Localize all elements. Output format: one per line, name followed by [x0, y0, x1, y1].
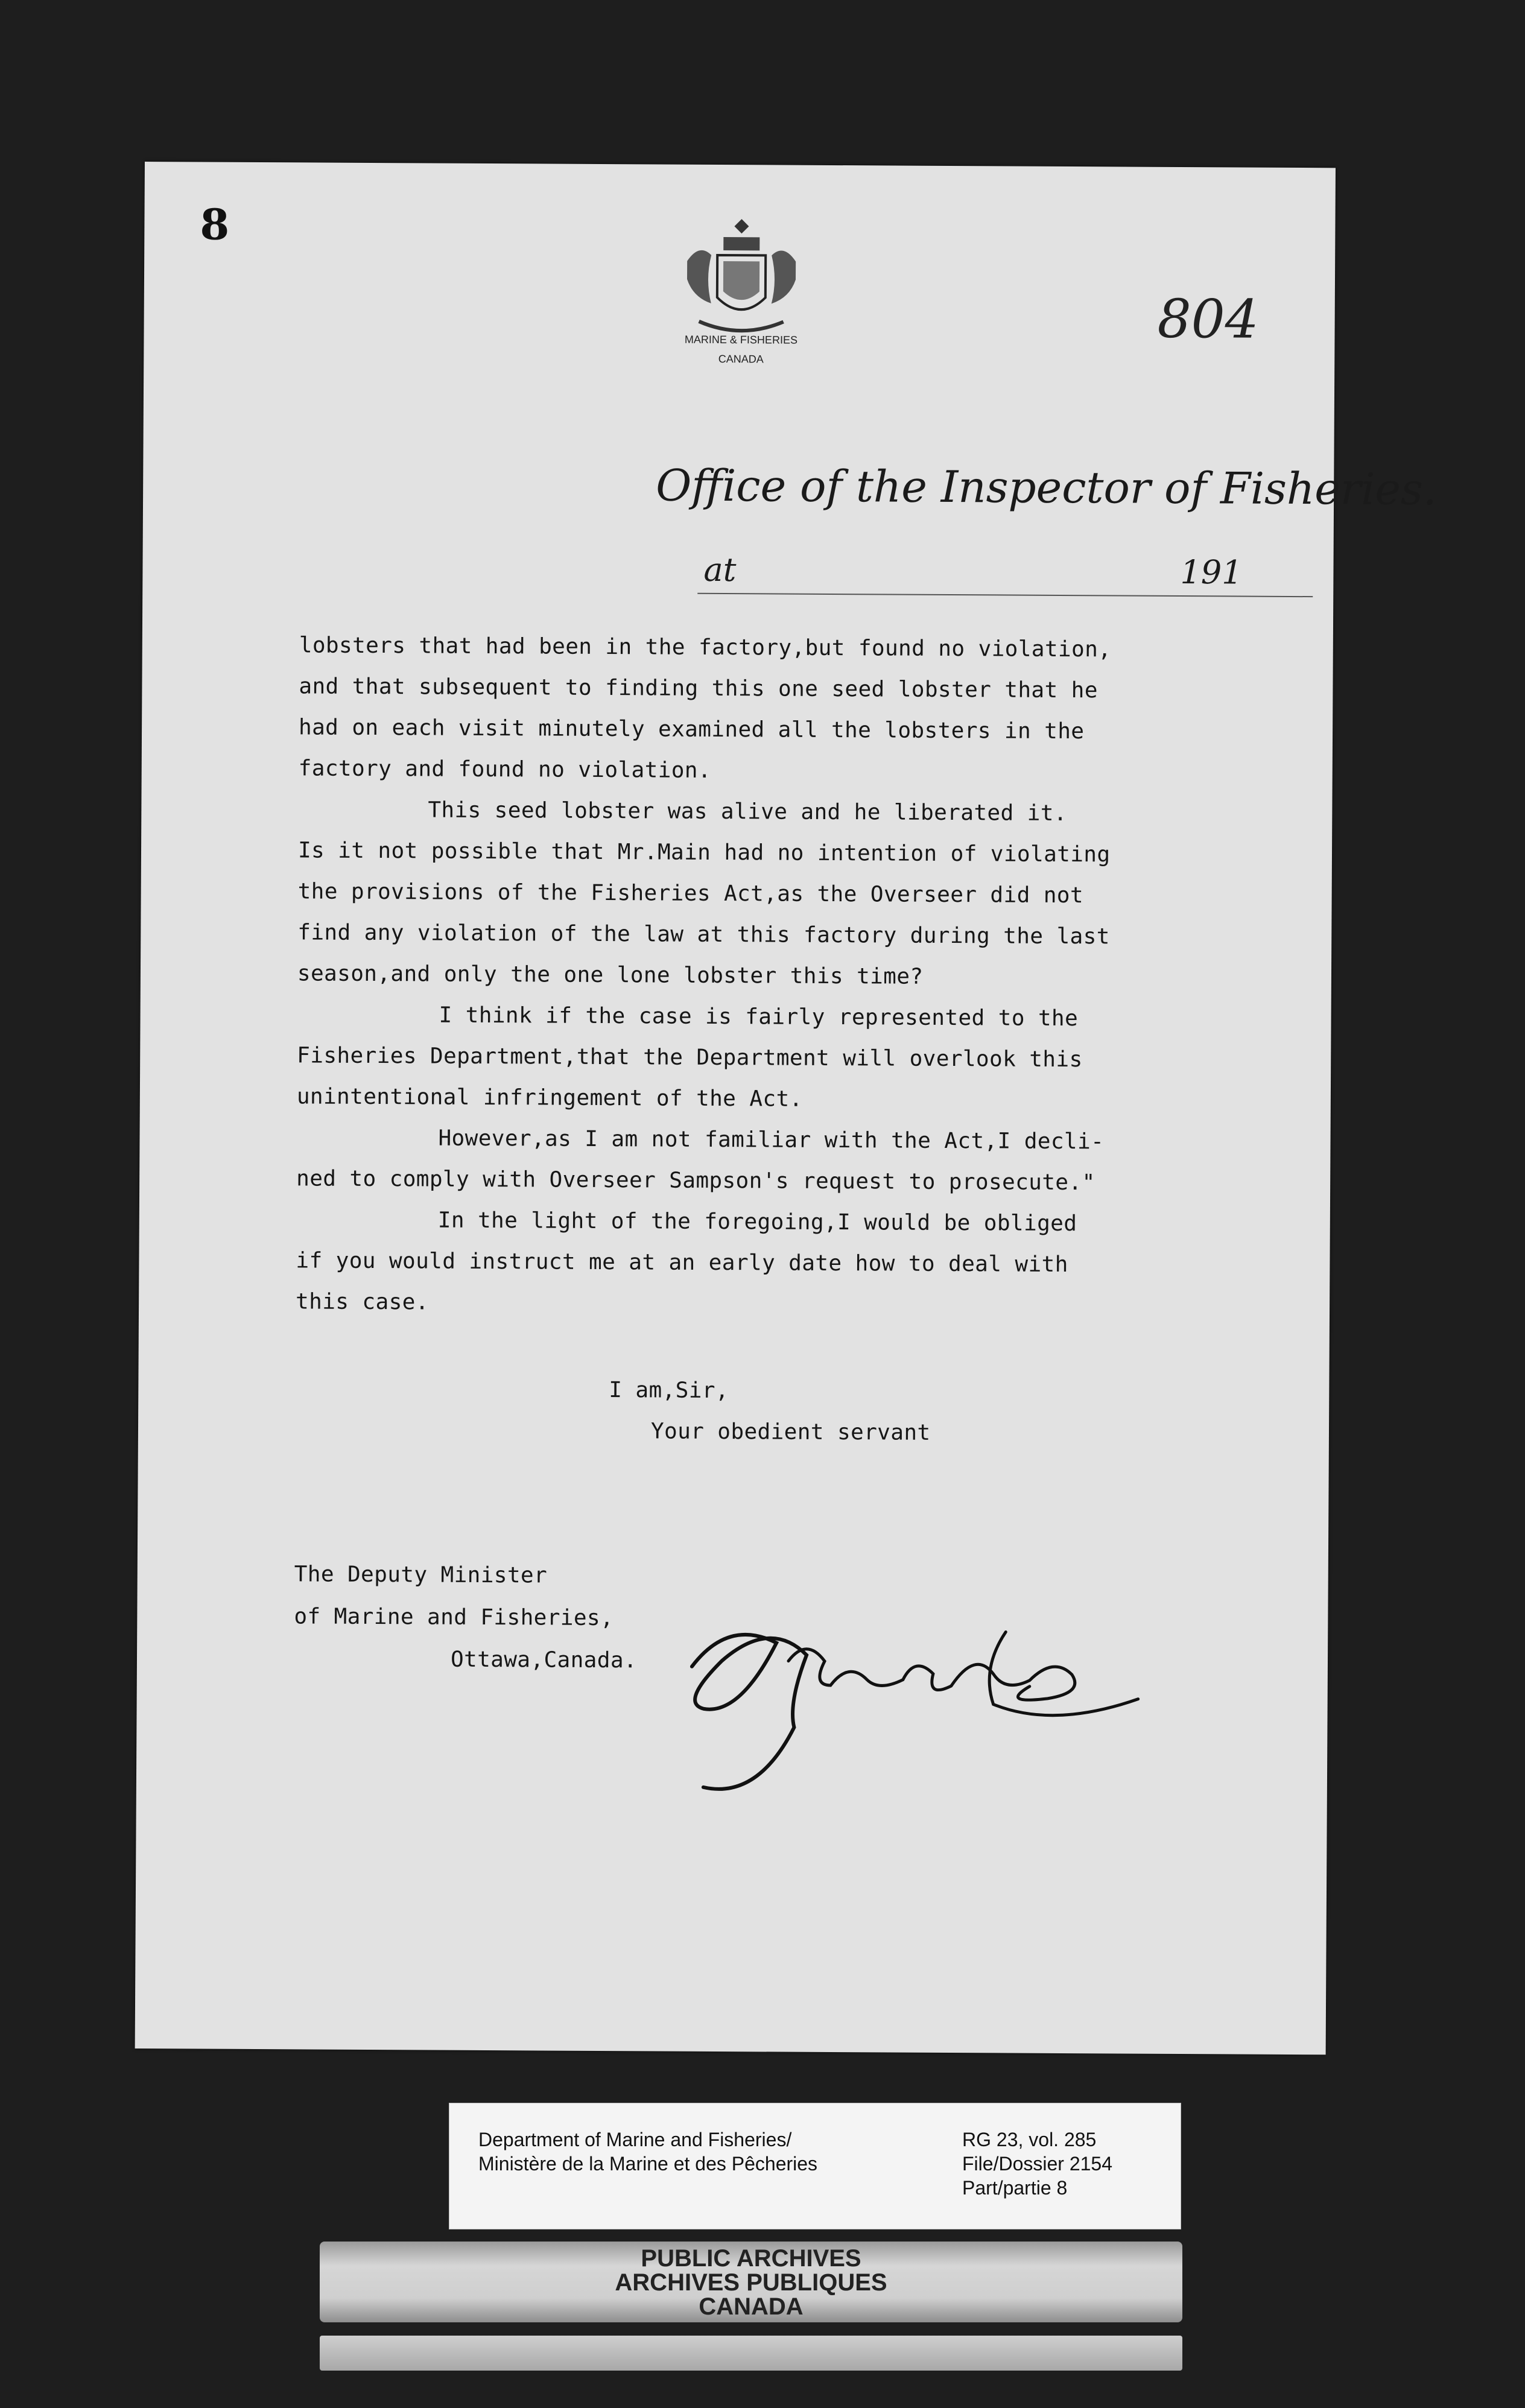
- letter-page: [135, 162, 1438, 2055]
- royal-crest-icon: [650, 206, 832, 352]
- body-line: lobsters that had been in the factory,but found no violation,: [299, 633, 1112, 662]
- body-line: ned to comply with Overseer Sampson's request to prosecute.": [296, 1166, 1095, 1196]
- body-line: had on each visit minutely examined all the lobsters in the: [298, 715, 1085, 744]
- body-line: Fisheries Department,that the Department will overlook this: [297, 1043, 1083, 1073]
- archive-reference-card: [449, 2103, 1181, 2229]
- stamp-line-3: CANADA: [699, 2293, 804, 2320]
- addressee-line: Ottawa,Canada.: [450, 1647, 638, 1673]
- stamp-line-2: ARCHIVES PUBLIQUES: [615, 2269, 887, 2296]
- crest-country: CANADA: [718, 352, 764, 366]
- body-line: In the light of the foregoing,I would be obliged: [437, 1208, 1077, 1237]
- department-french: Ministère de la Marine et des Pêcheries: [478, 2153, 818, 2175]
- department-english: Department of Marine and Fisheries/: [478, 2129, 792, 2150]
- stamp-line-1: PUBLIC ARCHIVES: [641, 2245, 861, 2272]
- crest-caption: MARINE & FISHERIES: [684, 333, 798, 346]
- folio-number: 804: [1157, 287, 1259, 350]
- part-partie: Part/partie 8: [962, 2177, 1068, 2199]
- closing-salutation: I am,Sir,: [609, 1378, 729, 1404]
- record-group: RG 23, vol. 285: [962, 2129, 1097, 2150]
- body-line: this case.: [296, 1289, 429, 1315]
- body-line: the provisions of the Fisheries Act,as the Overseer did not: [297, 879, 1084, 908]
- handwritten-signature: [667, 1594, 1163, 1820]
- closing-servant: Your obedient servant: [650, 1419, 931, 1445]
- addressee-line: The Deputy Minister: [294, 1562, 548, 1588]
- file-dossier: File/Dossier 2154: [962, 2153, 1112, 2175]
- body-line: factory and found no violation.: [298, 756, 712, 783]
- body-line: Is it not possible that Mr.Main had no intention of violating: [297, 838, 1111, 867]
- archives-stamp: [320, 2242, 1182, 2322]
- body-line: season,and only the one lone lobster this time?: [297, 961, 924, 989]
- file-number: 8: [200, 199, 232, 250]
- body-line: unintentional infringement of the Act.: [296, 1084, 803, 1112]
- at-label: at: [703, 550, 737, 589]
- body-line: This seed lobster was alive and he liberated it.: [428, 797, 1068, 826]
- body-line: find any violation of the law at this factory during the last: [297, 920, 1110, 949]
- body-line: if you would instruct me at an early date how to deal with: [296, 1248, 1068, 1278]
- office-title: Office of the Inspector of Fisheries.: [655, 460, 1438, 515]
- body-line: and that subsequent to finding this one seed lobster that he: [299, 674, 1098, 703]
- mount-strip: [320, 2336, 1182, 2371]
- body-line: I think if the case is fairly represented to the: [439, 1003, 1079, 1031]
- addressee-line: of Marine and Fisheries,: [294, 1604, 614, 1631]
- body-line: However,as I am not familiar with the Act,I decli-: [438, 1126, 1105, 1155]
- year-prefix: 191: [1180, 553, 1243, 592]
